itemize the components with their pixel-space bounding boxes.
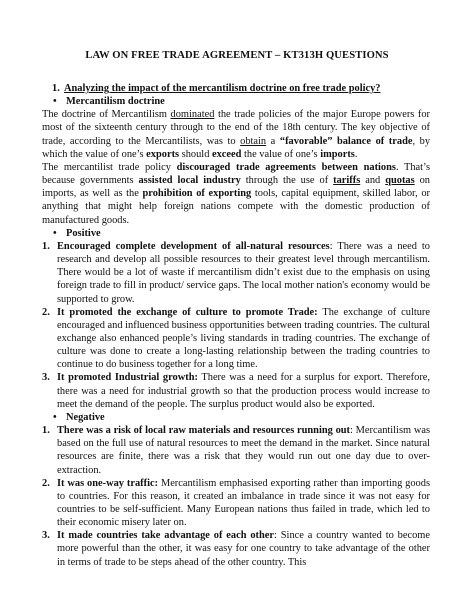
bullet-positive xyxy=(42,227,430,240)
list-item xyxy=(42,529,430,568)
list-item xyxy=(42,240,430,306)
question-number: 1. xyxy=(52,83,60,94)
list-item xyxy=(42,477,430,530)
item-number: 3. xyxy=(42,530,50,542)
bullet-icon: • xyxy=(53,411,57,423)
document-title: LAW ON FREE TRADE AGREEMENT – KT313H QUESTIONS xyxy=(85,50,389,61)
list-item xyxy=(42,424,430,477)
item-number: 1. xyxy=(42,425,50,437)
bullet-negative xyxy=(42,411,430,424)
bullet-icon: • xyxy=(53,96,57,108)
paragraph-policy: The mercantilist trade policy discouraged trade agreements between nations. That’s because governments assisted local industry through the use of tariffs and quotas on imports, as well as the prohibition of exporting tools, capital equipment, skilled labor, or anything that might help foreign nations compete with the domestic production of manufactured goods. xyxy=(42,161,431,226)
item-number: 1. xyxy=(42,240,50,252)
item-number: 2. xyxy=(42,306,50,318)
item-text: It made countries take advantage of each other: Since a country wanted to become more powerful than the other, it was easy for one country to take advantage of the other in terms of trade to be steps ahead of the other country. This xyxy=(57,530,430,568)
bullet-label: Mercantilism doctrine xyxy=(66,96,165,108)
question-text: Analyzing the impact of the mercantilism doctrine on free trade policy? xyxy=(64,83,381,94)
list-item xyxy=(42,371,430,410)
document-body xyxy=(42,82,430,569)
item-text: It promoted the exchange of culture to promote Trade: The exchange of culture encouraged and influenced business opportunities between trading countries. The cultural exchange also enhanced people’s living standards in trading countries. The exchange of culture was done to create a long-lasting relationship between the trading countries to continue to do business together for a long time. xyxy=(57,306,431,371)
bullet-label: Negative xyxy=(66,411,105,423)
item-text: It promoted Industrial growth: There was a need for a surplus for export. Therefore, there was a need for industrial growth so that the production process would increase to meet the demand of the people. The surplus product would also be exported. xyxy=(57,372,430,410)
question-heading xyxy=(42,82,430,95)
item-text: It was one-way traffic: Mercantilism emphasised exporting rather than importing goods to countries. For this reason, it created an imbalance in trade since it was not easy for countries to be self-sufficient. Many European nations thus failed in trade, which led to their economic misery later on. xyxy=(57,477,430,529)
bullet-label: Positive xyxy=(66,227,101,239)
bullet-icon: • xyxy=(53,227,57,239)
paragraph-doctrine: The doctrine of Mercantilism dominated the trade policies of the major Europe powers for most of the sixteenth century through to the end of the 18th century. The key objective of trade, according to the Mercantilists, was to obtain a “favorable” balance of trade, by which the value of one’s exports should exceed the value of one’s imports. xyxy=(42,109,431,160)
item-number: 2. xyxy=(42,477,50,489)
item-number: 3. xyxy=(42,372,50,384)
item-text: Encouraged complete development of all-natural resources: There was a need to research and develop all possible resources to their greatest level through mercantilism. There would be a lot of waste if mercantilism didn’t exist due to the emphasis on using foreign trade to fill in product/ service gaps. The local mother nation's economy would be supported to grow. xyxy=(57,240,430,305)
bullet-mercantilism xyxy=(42,95,430,108)
item-text: There was a risk of local raw materials and resources running out: Mercantilism was based on the full use of natural resources to meet the demand in the market. Since natural resources are finite, there was a risk that they would run out one day due to over-extraction. xyxy=(57,425,430,476)
list-item xyxy=(42,306,430,372)
